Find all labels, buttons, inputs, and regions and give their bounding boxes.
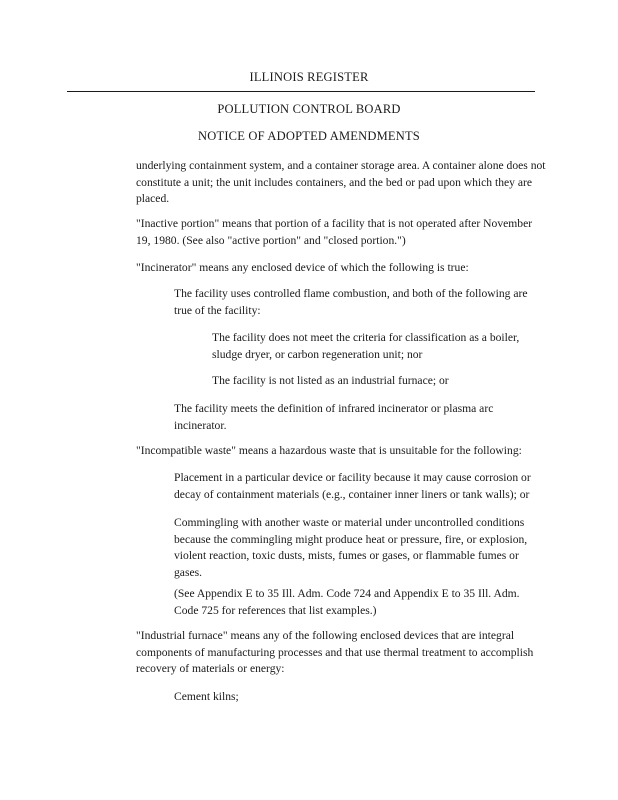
paragraph-incompatible-b: Commingling with another waste or material under uncontrolled conditions because the commingling might produce heat or pressure, fire, or explosion, violent reaction, toxic dusts, mists, fumes or gases, or flammable fumes or gases. [174, 516, 528, 579]
paragraph-incinerator-a-ii: The facility is not listed as an industrial furnace; or [212, 374, 449, 387]
header-rule [67, 91, 535, 92]
paragraph-incompatible-waste: "Incompatible waste" means a hazardous waste that is unsuitable for the following: [136, 444, 522, 457]
paragraph-container-unit: underlying containment system, and a container storage area. A container alone does not constitute a unit; the unit includes containers, and the bed or pad upon which they are placed. [136, 159, 546, 205]
notice-title: NOTICE OF ADOPTED AMENDMENTS [198, 129, 420, 143]
paragraph-industrial-furnace: "Industrial furnace" means any of the following enclosed devices that are integral components of manufacturing processes and that use thermal treatment to accomplish recovery of materials or energy: [136, 629, 534, 675]
paragraph-incinerator: "Incinerator" means any enclosed device of which the following is true: [136, 261, 469, 274]
paragraph-cement-kilns: Cement kilns; [174, 690, 239, 703]
paragraph-appendix-reference: (See Appendix E to 35 Ill. Adm. Code 724 and Appendix E to 35 Ill. Adm. Code 725 for references that list examples.) [174, 587, 520, 617]
paragraph-incinerator-a-i: The facility does not meet the criteria for classification as a boiler, sludge dryer, or carbon regeneration unit; nor [212, 331, 520, 361]
register-title: ILLINOIS REGISTER [249, 70, 369, 84]
board-title: POLLUTION CONTROL BOARD [217, 102, 401, 116]
paragraph-incinerator-b: The facility meets the definition of infrared incinerator or plasma arc incinerator. [174, 402, 494, 432]
paragraph-incinerator-a: The facility uses controlled flame combustion, and both of the following are true of the facility: [174, 287, 528, 317]
paragraph-incompatible-a: Placement in a particular device or facility because it may cause corrosion or decay of containment materials (e.g., container inner liners or tank walls); or [174, 471, 531, 501]
paragraph-inactive-portion: "Inactive portion" means that portion of a facility that is not operated after November 19, 1980. (See also "active portion" and "closed portion.") [136, 217, 533, 247]
